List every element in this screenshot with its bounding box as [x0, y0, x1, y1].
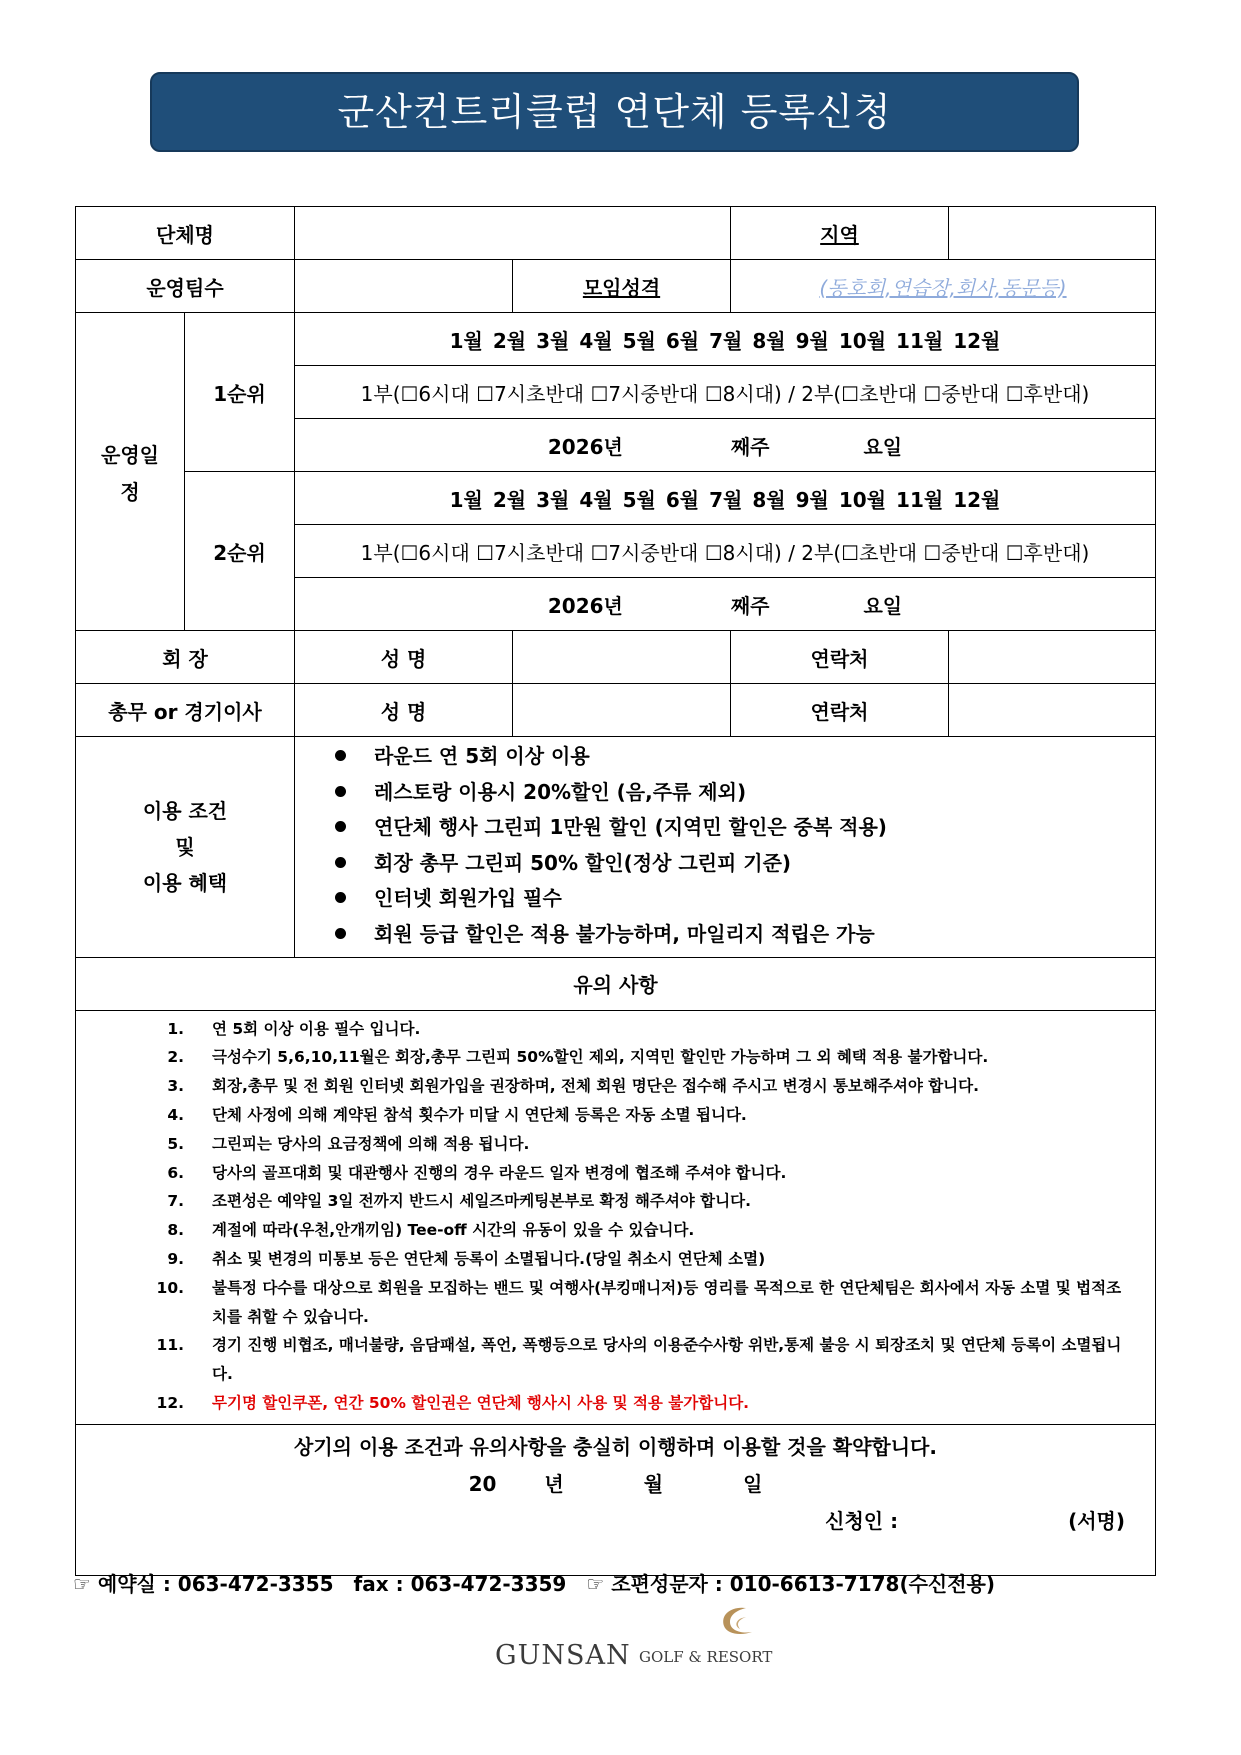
group-name-label: 단체명: [76, 207, 295, 260]
contact-footer: [73, 1568, 995, 1597]
teams-label: 운영팀수: [76, 260, 295, 313]
month-option[interactable]: 8월: [752, 487, 786, 512]
priority-2-session-options[interactable]: 1부(☐6시대 ☐7시초반대 ☐7시중반대 ☐8시대) / 2부(☐초반대 ☐중반대 ☐후반대): [295, 525, 1156, 578]
month-option[interactable]: 7월: [709, 487, 743, 512]
note-item: [76, 1245, 1125, 1274]
month-option[interactable]: 4월: [579, 487, 613, 512]
reservation-phone: ☞ 예약실 : 063-472-3355: [73, 1572, 334, 1596]
note-text: 연 5회 이상 이용 필수 입니다.: [212, 1019, 421, 1038]
note-item: [76, 1101, 1125, 1130]
secretary-contact-label: 연락처: [731, 684, 949, 737]
page-title: 군산컨트리클럽 연단체 등록신청: [337, 90, 892, 134]
month-option[interactable]: 12월: [953, 328, 1001, 353]
schedule-label-line1: 운영일: [101, 442, 159, 467]
benefit-item: [335, 846, 1155, 882]
bullet-icon: [335, 857, 346, 868]
grouping-sms-number: ☞ 조편성문자 : 010-6613-7178(수신전용): [586, 1572, 995, 1596]
month-option[interactable]: 5월: [622, 487, 656, 512]
month-option[interactable]: 6월: [665, 328, 700, 353]
bullet-icon: [335, 892, 346, 903]
note-number: 11.: [156, 1336, 184, 1355]
note-number: 3.: [167, 1077, 184, 1096]
benefit-text: 회원 등급 할인은 적용 불가능하며, 마일리지 적립은 가능: [374, 921, 875, 946]
region-label: 지역: [731, 207, 949, 260]
secretary-name-label: 성 명: [295, 684, 513, 737]
group-name-field[interactable]: [295, 207, 731, 260]
meeting-type-field[interactable]: [731, 260, 1156, 313]
benefit-text: 회장 총무 그린피 50% 할인(정상 그린피 기준): [374, 850, 792, 875]
benefit-item: [335, 775, 1155, 811]
month-option[interactable]: 9월: [795, 328, 829, 353]
note-item: [76, 1216, 1125, 1245]
month-option[interactable]: 10월: [838, 328, 887, 353]
month-option[interactable]: 2월: [492, 487, 527, 512]
note-text: 취소 및 변경의 미통보 등은 연단체 등록이 소멸됩니다.(당일 취소시 연단체 소멸): [212, 1249, 766, 1268]
note-item-warning: [76, 1389, 1125, 1418]
president-contact-field[interactable]: [949, 631, 1156, 684]
page-title-banner: [150, 72, 1079, 152]
schedule-label: [76, 313, 185, 631]
note-text: 계절에 따라(우천,안개끼임) Tee-off 시간의 유동이 있을 수 있습니다.: [212, 1221, 695, 1240]
benefit-text: 라운드 연 5회 이상 이용: [374, 744, 590, 768]
notes-title: 유의 사항: [76, 957, 1156, 1010]
month-option[interactable]: 10월: [838, 487, 887, 512]
notes-cell: [76, 1010, 1156, 1424]
bullet-icon: [335, 928, 346, 939]
month-option[interactable]: 9월: [795, 487, 829, 512]
priority-1-session-options[interactable]: 1부(☐6시대 ☐7시초반대 ☐7시중반대 ☐8시대) / 2부(☐초반대 ☐중반대 ☐후반대): [295, 366, 1156, 419]
month-option[interactable]: 12월: [953, 487, 1001, 512]
month-option[interactable]: 5월: [622, 328, 656, 353]
president-name-label: 성 명: [295, 631, 513, 684]
president-label: 회 장: [76, 631, 295, 684]
year-label: 2026년: [547, 434, 623, 459]
applicant-label: 신청인 :: [825, 1508, 899, 1533]
logo-subtitle: GOLF & RESORT: [639, 1648, 773, 1666]
note-number: 1.: [167, 1019, 184, 1038]
month-option[interactable]: 1월: [449, 328, 483, 353]
note-text: 당사의 골프대회 및 대관행사 진행의 경우 라운드 일자 변경에 협조해 주셔야 합니다.: [212, 1163, 787, 1182]
benefit-item: [335, 739, 1155, 775]
bullet-icon: [335, 821, 346, 832]
bullet-icon: [335, 750, 346, 761]
benefit-item: [335, 917, 1155, 953]
note-item: [76, 1159, 1125, 1188]
note-text: 단체 사정에 의해 계약된 참석 횟수가 미달 시 연단체 등록은 자동 소멸 됩니다.: [212, 1105, 747, 1124]
month-option[interactable]: 8월: [752, 328, 786, 353]
day-label: 요일: [863, 593, 903, 618]
note-number: 4.: [167, 1105, 184, 1124]
benefit-text: 인터넷 회원가입 필수: [374, 886, 562, 911]
teams-field[interactable]: [295, 260, 513, 313]
notes-list: [76, 1011, 1155, 1424]
secretary-name-field[interactable]: [513, 684, 731, 737]
date-year-label: 년: [544, 1471, 564, 1496]
benefits-cell: [295, 737, 1156, 958]
note-item: [76, 1015, 1125, 1044]
date-month-label: 월: [643, 1471, 664, 1496]
president-contact-label: 연락처: [731, 631, 949, 684]
agreement-cell: [76, 1424, 1156, 1575]
agreement-date-line: [76, 1468, 1155, 1497]
secretary-contact-field[interactable]: [949, 684, 1156, 737]
note-text: 회장,총무 및 전 회원 인터넷 회원가입을 권장하며, 전체 회원 명단은 접수해 주시고 변경시 통보해주셔야 합니다.: [212, 1077, 979, 1096]
gunsan-logo: [495, 1610, 775, 1670]
day-label: 요일: [863, 434, 903, 459]
note-item: [76, 1274, 1125, 1332]
conditions-label-line3: 이용 혜택: [142, 870, 228, 895]
president-name-field[interactable]: [513, 631, 731, 684]
benefit-item: [335, 881, 1155, 917]
schedule-label-line2: 정: [120, 479, 140, 504]
priority-1-months: [295, 313, 1156, 366]
benefit-text: 연단체 행사 그린피 1만원 할인 (지역민 할인은 중복 적용): [374, 815, 887, 840]
month-option[interactable]: 7월: [709, 328, 743, 353]
note-number: 8.: [167, 1221, 184, 1240]
note-item: [76, 1043, 1125, 1072]
note-item: [76, 1331, 1125, 1389]
note-number: 2.: [167, 1048, 184, 1067]
note-number: 12.: [156, 1393, 184, 1412]
note-text: 불특정 다수를 대상으로 회원을 모집하는 밴드 및 여행사(부킹매니저)등 영리를 목적으로 한 연단체팀은 회사에서 자동 소멸 및 법적조치를 취할 수 있습니다.: [212, 1278, 1122, 1326]
note-number: 10.: [156, 1278, 184, 1297]
note-item: [76, 1187, 1125, 1216]
month-option[interactable]: 2월: [492, 328, 527, 353]
benefits-list: [295, 737, 1155, 957]
note-item: [76, 1130, 1125, 1159]
note-text: 경기 진행 비협조, 매너불량, 음담패설, 폭언, 폭행등으로 당사의 이용준수사항 위반,통제 불응 시 퇴장조치 및 연단체 등록이 소멸됩니다.: [212, 1336, 1122, 1384]
agreement-text: 상기의 이용 조건과 유의사항을 충실히 이행하며 이용할 것을 확약합니다.: [294, 1434, 937, 1459]
note-text: 그린피는 당사의 요금정책에 의해 적용 됩니다.: [212, 1134, 530, 1153]
note-number: 6.: [167, 1163, 184, 1182]
month-option[interactable]: 11월: [896, 328, 944, 353]
month-option[interactable]: 3월: [536, 328, 570, 353]
priority-2-months: [295, 472, 1156, 525]
month-option[interactable]: 4월: [579, 328, 613, 353]
month-option[interactable]: 1월: [449, 487, 483, 512]
note-text: 극성수기 5,6,10,11월은 회장,총무 그린피 50%할인 제외, 지역민 할인만 가능하며 그 외 혜택 적용 불가합니다.: [212, 1048, 989, 1067]
swoosh-logo-icon: [702, 1604, 762, 1640]
date-century: 20: [468, 1471, 497, 1496]
date-day-label: 일: [743, 1471, 763, 1496]
month-option[interactable]: 11월: [896, 487, 944, 512]
fax-number: fax : 063-472-3359: [353, 1572, 567, 1596]
region-field[interactable]: [949, 207, 1156, 260]
month-option[interactable]: 3월: [536, 487, 570, 512]
conditions-label-line2: 및: [175, 834, 195, 859]
registration-form: [75, 206, 1156, 1576]
benefit-item: [335, 810, 1155, 846]
benefit-text: 레스토랑 이용시 20%할인 (음,주류 제외): [374, 779, 747, 804]
logo-wordmark: GUNSAN: [495, 1640, 631, 1671]
note-item: [76, 1072, 1125, 1101]
note-number: 7.: [167, 1192, 184, 1211]
year-label: 2026년: [547, 593, 623, 618]
meeting-type-hint: (동호회,연습장,회사,동문등): [819, 275, 1067, 300]
secretary-label: 총무 or 경기이사: [76, 684, 295, 737]
priority-2-label: 2순위: [185, 472, 295, 631]
priority-1-label: 1순위: [185, 313, 295, 472]
meeting-type-label: 모임성격: [513, 260, 731, 313]
week-label: 째주: [730, 434, 770, 459]
conditions-label: [76, 737, 295, 958]
month-option[interactable]: 6월: [665, 487, 700, 512]
priority-2-date-line: [295, 578, 1156, 631]
note-text: 조편성은 예약일 3일 전까지 반드시 세일즈마케팅본부로 확정 해주셔야 합니다.: [212, 1192, 751, 1211]
note-number: 9.: [167, 1249, 184, 1268]
note-number: 5.: [167, 1134, 184, 1153]
signature-label: (서명): [1068, 1508, 1125, 1533]
applicant-line: [825, 1505, 1125, 1534]
priority-1-date-line: [295, 419, 1156, 472]
conditions-label-line1: 이용 조건: [142, 798, 228, 823]
note-text: 무기명 할인쿠폰, 연간 50% 할인권은 연단체 행사시 사용 및 적용 불가합니다.: [212, 1393, 750, 1412]
week-label: 째주: [730, 593, 770, 618]
bullet-icon: [335, 786, 346, 797]
